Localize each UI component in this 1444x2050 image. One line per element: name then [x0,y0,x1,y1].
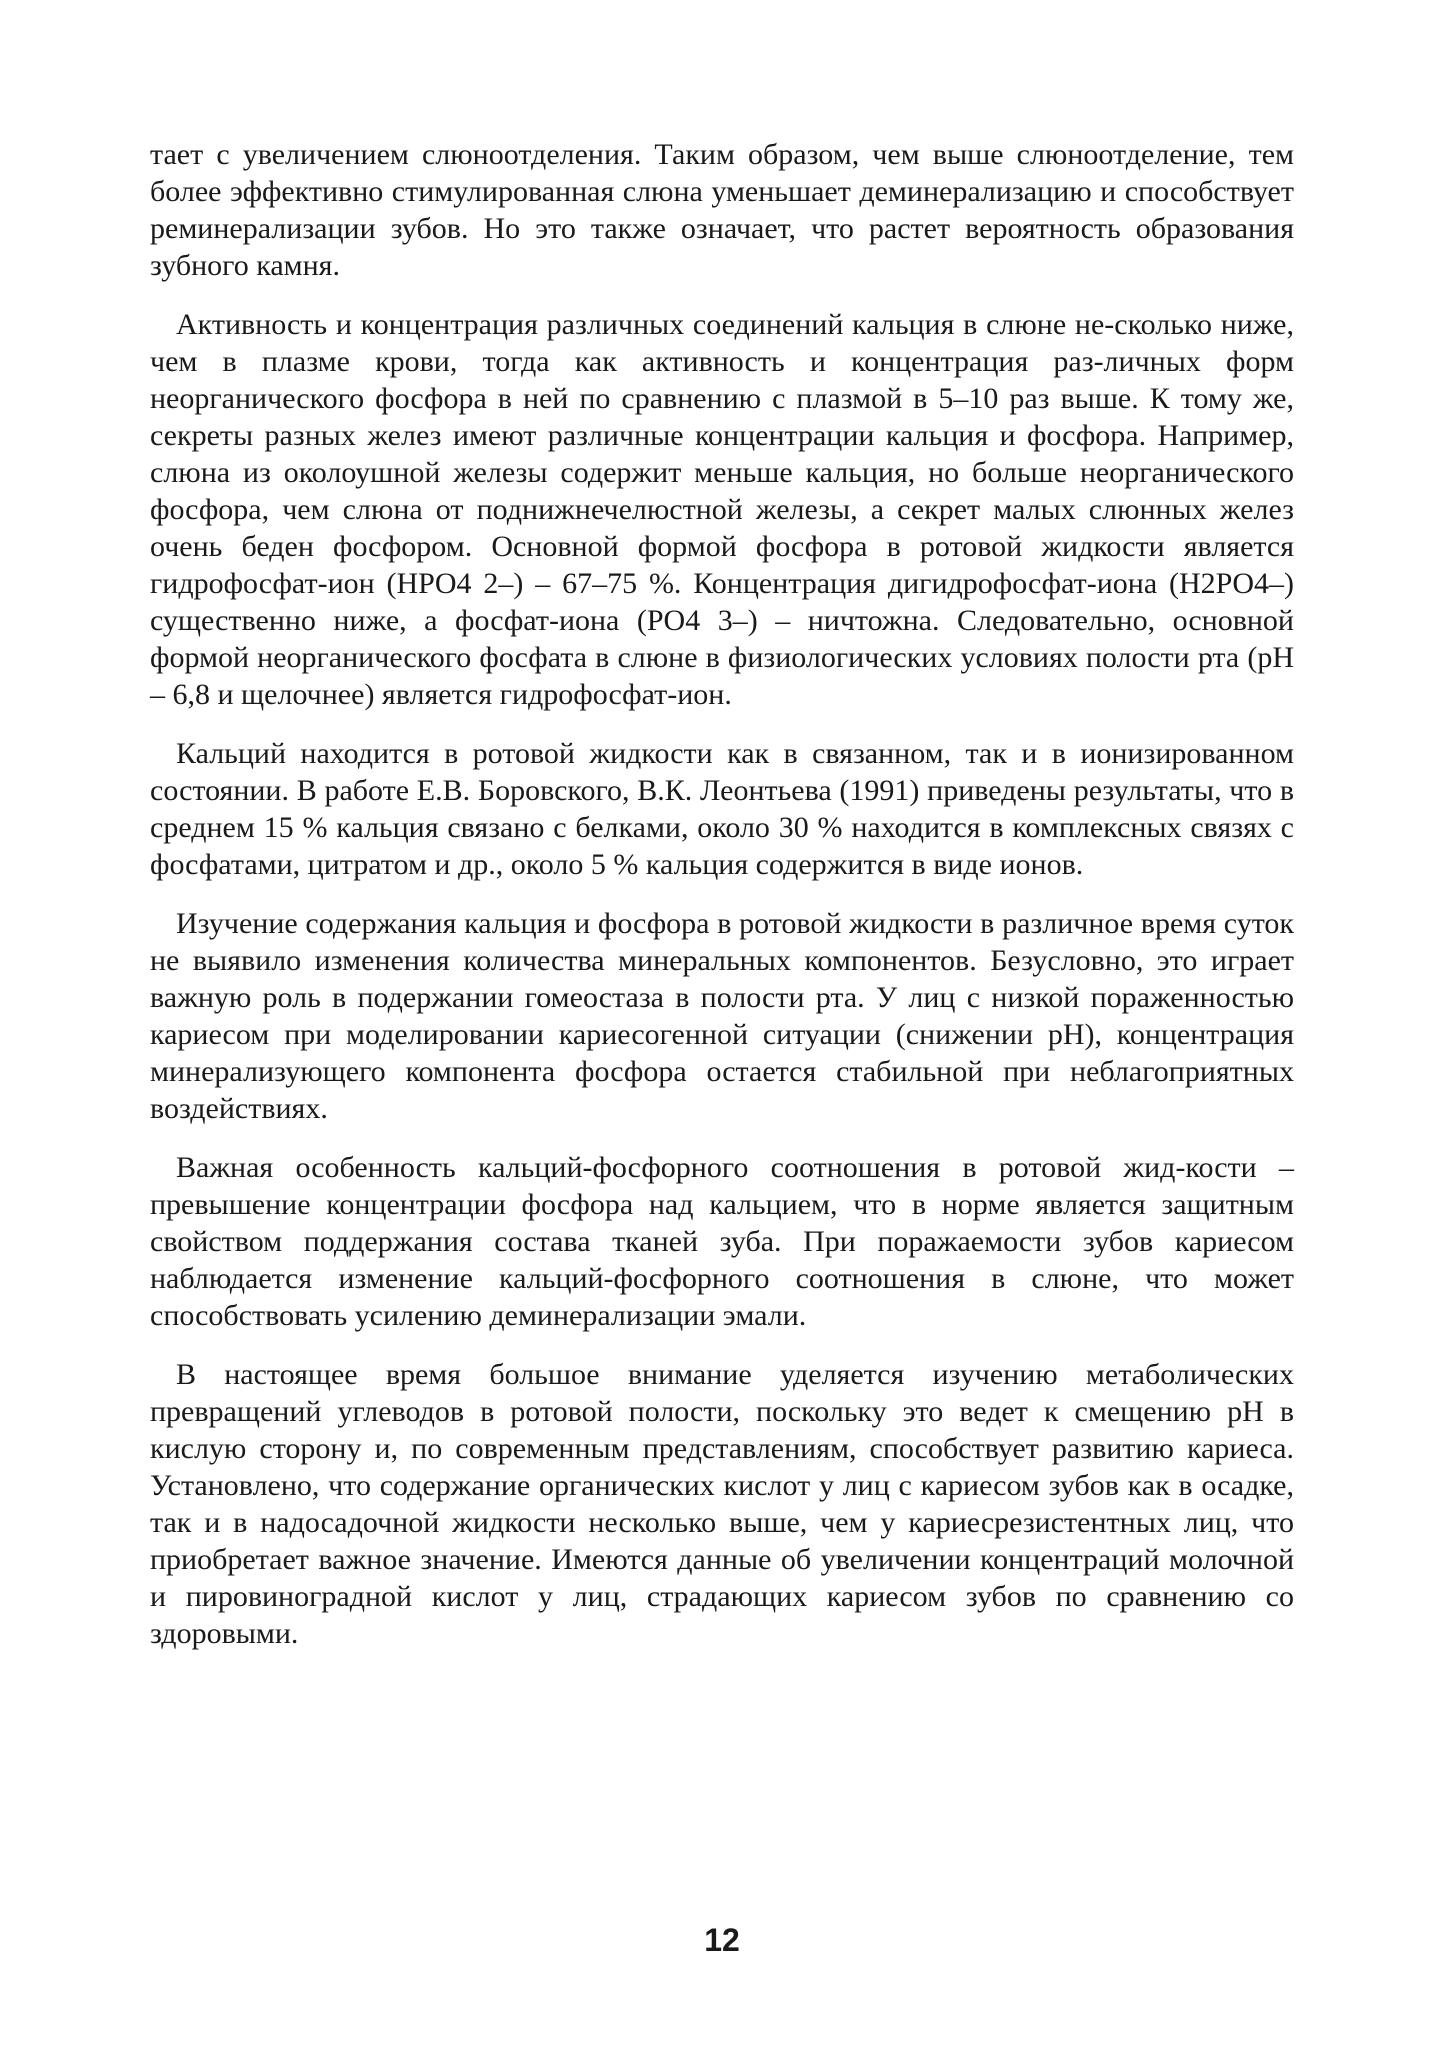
paragraph-2: Активность и концентрация различных соединений кальция в слюне не-сколько ниже, чем в плазме крови, тогда как активность и концентрация раз-личных форм неорганического фосфора в ней по сравнению с плазмой в 5–10 раз выше. К тому же, секреты разных желез имеют различные концентрации кальция и фосфора. Например, слюна из околоушной железы содержит меньше кальция, но больше неорганического фосфора, чем слюна от поднижнечелюстной железы, а секрет малых слюнных желез очень беден фосфором. Основной формой фосфора в ротовой жидкости является гидрофосфат-ион (HPO4 2–) – 67–75 %. Концентрация дигидрофосфат-иона (H2PO4–) существенно ниже, а фосфат-иона (PO4 3–) – ничтожна. Следовательно, основной формой неорганического фосфата в слюне в физиологических условиях полости рта (pH – 6,8 и щелочнее) является гидрофосфат-ион. [150,308,1294,711]
paragraph-6: В настоящее время большое внимание уделяется изучению метаболических превращений углеводов в ротовой полости, поскольку это ведет к смещению pH в кислую сторону и, по современным представлениям, способствует развитию кариеса. Установлено, что содержание органических кислот у лиц с кариесом зубов как в осадке, так и в надосадочной жидкости несколько выше, чем у кариесрезистентных лиц, что приобретает важное значение. Имеются данные об увеличении концентраций молочной и пировиноградной кислот у лиц, страдающих кариесом зубов по сравнению со здоровыми. [150,1358,1294,1650]
paragraph-1: тает с увеличением слюноотделения. Таким образом, чем выше слюноотделение, тем более эффективно стимулированная слюна уменьшает деминерализацию и способствует реминерализации зубов. Но это также означает, что растет вероятность образования зубного камня. [150,138,1294,282]
page-number: 12 [704,1922,740,1958]
paragraph-5: Важная особенность кальций-фосфорного соотношения в ротовой жид-кости – превышение концентрации фосфора над кальцием, что в норме является защитным свойством поддержания состава тканей зуба. При поражаемости зубов кариесом наблюдается изменение кальций-фосфорного соотношения в слюне, что может способствовать усилению деминерализации эмали. [150,1151,1294,1332]
paragraph-4: Изучение содержания кальция и фосфора в ротовой жидкости в различное время суток не выявило изменения количества минеральных компонентов. Безусловно, это играет важную роль в подержании гомеостаза в полости рта. У лиц с низкой пораженностью кариесом при моделировании кариесогенной ситуации (снижении pH), концентрация минерализующего компонента фосфора остается стабильной при неблагоприятных воздействиях. [150,907,1294,1125]
body-text [150,136,1294,1674]
paragraph-3: Кальций находится в ротовой жидкости как в связанном, так и в ионизированном состоянии. В работе Е.В. Боровского, В.К. Леонтьева (1991) приведены результаты, что в среднем 15 % кальция связано с белками, около 30 % находится в комплексных связях с фосфатами, цитратом и др., около 5 % кальция содержится в виде ионов. [150,737,1294,881]
